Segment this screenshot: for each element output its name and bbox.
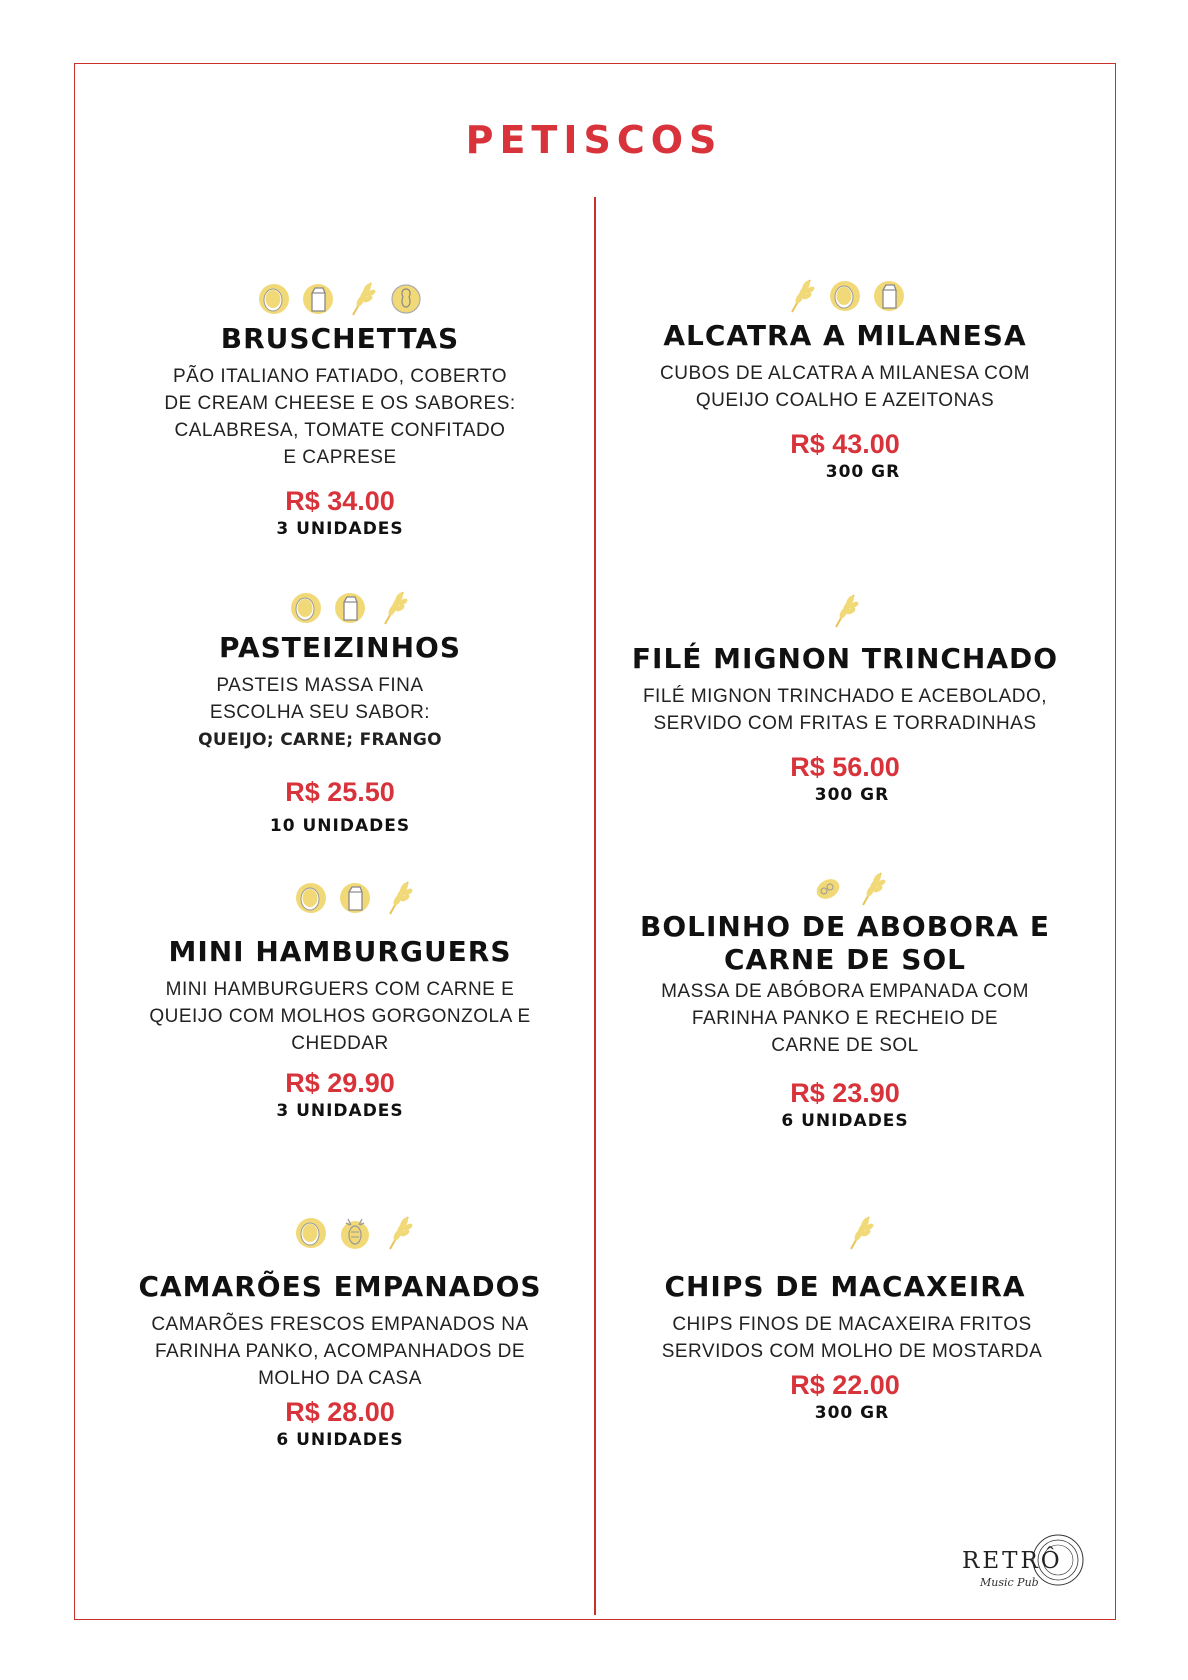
- menu-item-pasteizinhos: [130, 587, 550, 836]
- milk-icon: [872, 276, 906, 314]
- item-price: R$ 23.90: [790, 1078, 900, 1108]
- wheat-icon: [784, 276, 818, 314]
- milk-icon: [333, 588, 367, 626]
- allergen-icons: [130, 1212, 550, 1252]
- egg-icon: [294, 878, 328, 916]
- page-title: PETISCOS: [465, 118, 723, 162]
- item-name: ALCATRA A MILANESA: [663, 319, 1027, 352]
- allergen-icons: [625, 275, 1065, 315]
- item-price: R$ 34.00: [285, 486, 395, 516]
- item-price: R$ 25.50: [285, 777, 395, 807]
- allergen-icons: [130, 587, 550, 627]
- menu-item-bolinho-de-abobora: [625, 868, 1065, 1131]
- menu-item-chips-de-macaxeira: [625, 1212, 1065, 1423]
- item-name: CHIPS DE MACAXEIRA: [664, 1270, 1026, 1303]
- wheat-icon: [345, 279, 379, 317]
- item-name: CAMARÕES EMPANADOS: [138, 1270, 542, 1303]
- milk-icon: [301, 279, 335, 317]
- item-quantity: 10 UNIDADES: [269, 816, 411, 836]
- milk-icon: [338, 878, 372, 916]
- egg-icon: [828, 276, 862, 314]
- item-description: CHIPS FINOS DE MACAXEIRA FRITOS SERVIDOS COM MOLHO DE MOSTARDA: [661, 1314, 1043, 1362]
- item-price: R$ 43.00: [790, 429, 900, 459]
- item-name: PASTEIZINHOS: [219, 631, 461, 664]
- egg-icon: [257, 279, 291, 317]
- menu-item-alcatra-a-milanesa: [625, 275, 1065, 482]
- item-description: MINI HAMBURGUERS COM CARNE E QUEIJO COM MOLHOS GORGONZOLA E CHEDDAR: [149, 979, 531, 1054]
- soy-icon: [811, 869, 845, 907]
- item-quantity: 6 UNIDADES: [781, 1111, 909, 1131]
- item-quantity: 300 GR: [814, 785, 890, 805]
- item-price: R$ 22.00: [790, 1370, 900, 1400]
- wheat-icon: [855, 869, 889, 907]
- peanut-icon: [389, 279, 423, 317]
- item-quantity: 3 UNIDADES: [276, 1101, 404, 1121]
- item-price: R$ 28.00: [285, 1397, 395, 1427]
- item-description: CAMARÕES FRESCOS EMPANADOS NA FARINHA PANKO, ACOMPANHADOS DE MOLHO DA CASA: [151, 1314, 529, 1389]
- wheat-icon: [828, 591, 862, 629]
- item-price: R$ 29.90: [285, 1068, 395, 1098]
- item-description: FILÉ MIGNON TRINCHADO E ACEBOLADO, SERVIDO COM FRITAS E TORRADINHAS: [642, 686, 1048, 734]
- column-divider: [594, 197, 596, 1615]
- allergen-icons: [625, 1212, 1065, 1252]
- item-name: BOLINHO DE ABOBORA E CARNE DE SOL: [639, 910, 1050, 976]
- item-quantity: 3 UNIDADES: [276, 519, 404, 539]
- logo-tagline: Music Pub: [980, 1576, 1039, 1589]
- wheat-icon: [843, 1213, 877, 1251]
- menu-item-bruschettas: [130, 278, 550, 539]
- allergen-icons: [130, 278, 550, 318]
- item-name: MINI HAMBURGUERS: [168, 935, 512, 968]
- item-quantity: 300 GR: [814, 1403, 890, 1423]
- item-quantity: 300 GR: [825, 462, 901, 482]
- allergen-icons: [625, 590, 1065, 630]
- wheat-icon: [377, 588, 411, 626]
- allergen-icons: [625, 868, 1065, 908]
- item-quantity: 6 UNIDADES: [276, 1430, 404, 1450]
- item-description: PASTEIS MASSA FINA ESCOLHA SEU SABOR: QUEIJO; CARNE; FRANGO: [198, 675, 442, 750]
- item-description: PÃO ITALIANO FATIADO, COBERTO DE CREAM CHEESE E OS SABORES: CALABRESA, TOMATE CONFITADO E CAPRESE: [164, 366, 516, 468]
- item-name: BRUSCHETTAS: [220, 322, 460, 355]
- retro-music-pub-logo: [960, 1530, 1090, 1594]
- item-description: MASSA DE ABÓBORA EMPANADA COM FARINHA PANKO E RECHEIO DE CARNE DE SOL: [661, 981, 1029, 1056]
- menu-item-mini-hamburguers: [130, 877, 550, 1121]
- menu-item-file-mignon-trinchado: [625, 590, 1065, 805]
- item-description: CUBOS DE ALCATRA A MILANESA COM QUEIJO COALHO E AZEITONAS: [660, 363, 1030, 411]
- egg-icon: [294, 1213, 328, 1251]
- shellfish-icon: [338, 1213, 372, 1251]
- wheat-icon: [382, 878, 416, 916]
- item-name: FILÉ MIGNON TRINCHADO: [631, 642, 1059, 675]
- logo-name: RETRÔ: [962, 1548, 1063, 1574]
- allergen-icons: [130, 877, 550, 917]
- menu-item-camaroes-empanados: [130, 1212, 550, 1450]
- egg-icon: [289, 588, 323, 626]
- item-price: R$ 56.00: [790, 752, 900, 782]
- wheat-icon: [382, 1213, 416, 1251]
